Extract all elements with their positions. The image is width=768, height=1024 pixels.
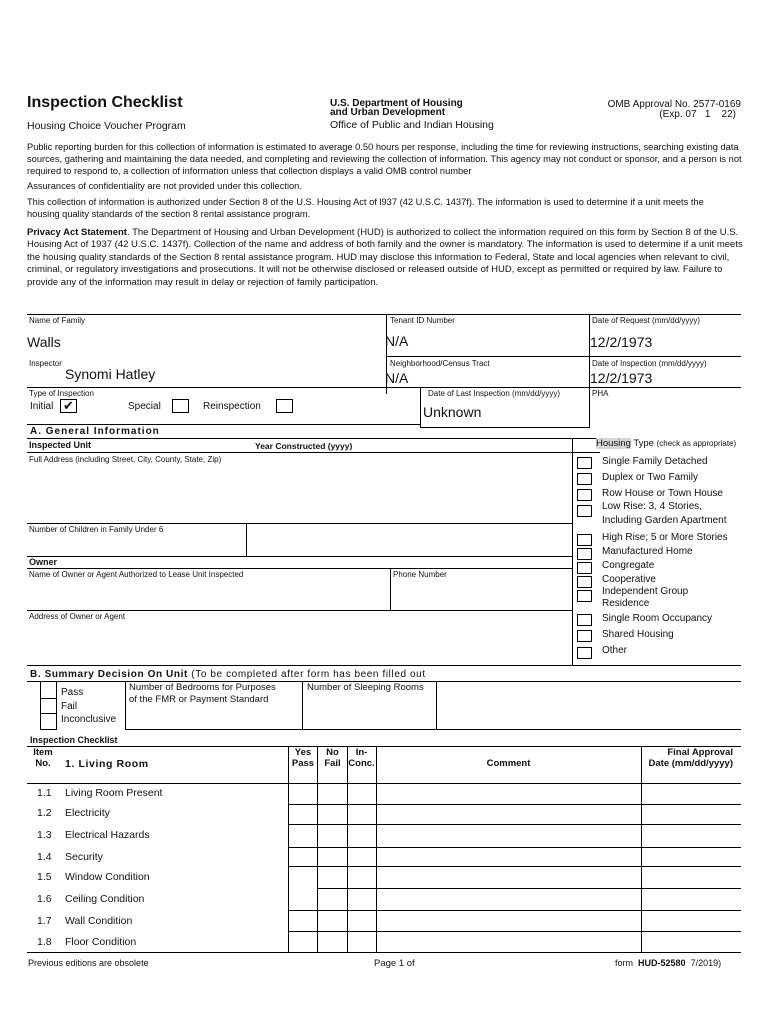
census-tract-label: Neighborhood/Census Tract [390, 359, 490, 368]
footer-form-number [615, 958, 721, 968]
housing-row-house: Row House or Town House [602, 488, 723, 499]
inspector-label: Inspector [29, 359, 62, 368]
no-fail-header [318, 747, 347, 769]
section-a-title: A. General Information [30, 426, 160, 437]
row-1-5-number: 1.5 [37, 871, 52, 883]
owner-heading: Owner [29, 557, 58, 567]
full-address-label: Full Address (including Street, City, County, State, Zip) [29, 455, 222, 464]
office-name: Office of Public and Indian Housing [330, 119, 494, 131]
sleeping-rooms-label: Number of Sleeping Rooms [307, 682, 424, 693]
tenant-id-field[interactable]: N/A [385, 333, 409, 349]
privacy-act-statement [27, 227, 743, 289]
row-1-4-label: Security [65, 851, 103, 863]
item-number-header [30, 747, 56, 769]
form-title: Inspection Checklist [27, 94, 183, 111]
final-approval-header [641, 747, 733, 769]
housing-checkbox-duplex[interactable] [577, 473, 592, 485]
housing-duplex: Duplex or Two Family [602, 472, 698, 483]
housing-single-room: Single Room Occupancy [602, 613, 713, 624]
children-under-6-label: Number of Children in Family Under 6 [29, 525, 164, 534]
housing-shared: Shared Housing [602, 629, 674, 640]
housing-independent-group-2: Residence [602, 598, 650, 609]
footer-page-number: Page 1 of [374, 958, 415, 969]
decision-fail-checkbox[interactable] [40, 699, 55, 712]
housing-type-word-2: Type [633, 438, 654, 449]
department-line-2: and Urban Development [330, 107, 446, 118]
privacy-text: . The Department of Housing and Urban Development (HUD) is authorized to collect the information required on this form by Section 8 of the U.S. Housing Act of 1937 (42 U.S.C. 1437f). Collection of the name and address of both family and the owner is mandatory. The information is used to determine if a unit meets the housing quality standards of the Section 8 rental assistance program. HUD may disclose this information to Federal, State and local agencies when relevant to civil, criminal, or regulatory investigations and prosecutions. It will not be otherwise disclosed or released outside of HUD, except as permitted or required by law. Failure to provide any of the information may result in delay or rejection of family participation. [27, 227, 743, 288]
housing-type-note: (check as appropriate) [656, 439, 737, 448]
bedrooms-label [129, 682, 276, 706]
housing-manufactured: Manufactured Home [602, 546, 693, 557]
decision-pass-checkbox[interactable] [40, 683, 55, 697]
housing-checkbox-single-family[interactable] [577, 457, 592, 469]
department-line-1: U.S. Department of Housing [330, 98, 463, 109]
row-1-6-label: Ceiling Condition [65, 893, 145, 905]
footer-form-date: 7/2019) [690, 958, 722, 968]
program-name: Housing Choice Voucher Program [27, 120, 186, 132]
year-constructed-label: Year Constructed (yyyy) [255, 441, 353, 451]
omb-approval: OMB Approval No. 2577-0169 [607, 99, 741, 110]
row-1-7-number: 1.7 [37, 915, 52, 927]
housing-congregate: Congregate [602, 560, 655, 571]
privacy-heading: Privacy Act Statement [27, 227, 127, 238]
housing-type-heading [596, 438, 736, 449]
comment-header: Comment [486, 758, 531, 769]
request-date-field[interactable]: 12/2/1973 [590, 334, 653, 350]
housing-checkbox-congregate[interactable] [577, 562, 592, 574]
in-header-1: In- [355, 747, 368, 758]
in-header-2: Conc. [348, 758, 375, 769]
housing-checkbox-independent-group[interactable] [577, 590, 592, 602]
item-header-1: Item [33, 747, 53, 758]
housing-low-rise: Low Rise: 3, 4 Stories, [602, 501, 703, 512]
row-1-2-label: Electricity [65, 807, 110, 819]
no-header-1: No [326, 747, 339, 758]
row-1-2-number: 1.2 [37, 807, 52, 819]
special-checkbox[interactable] [172, 399, 189, 413]
housing-checkbox-manufactured[interactable] [577, 548, 592, 560]
type-reinspection-label: Reinspection [203, 401, 261, 412]
row-1-8-label: Floor Condition [65, 936, 137, 948]
section-b-heading [30, 669, 426, 680]
yes-pass-header [289, 747, 317, 769]
inspected-unit-heading: Inspected Unit [29, 440, 92, 450]
inconclusive-header [347, 747, 376, 769]
row-1-8-number: 1.8 [37, 936, 52, 948]
yes-header-1: Yes [294, 747, 312, 758]
row-1-1-label: Living Room Present [65, 787, 163, 799]
housing-checkbox-shared[interactable] [577, 630, 592, 642]
inspection-date-label: Date of Inspection (mm/dd/yyyy) [592, 359, 707, 368]
reinspection-checkbox[interactable] [276, 399, 293, 413]
checklist-title: Inspection Checklist [30, 735, 118, 745]
housing-checkbox-cooperative[interactable] [577, 576, 592, 588]
no-header-2: Fail [324, 758, 341, 769]
row-1-3-label: Electrical Hazards [65, 829, 150, 841]
row-1-6-number: 1.6 [37, 893, 52, 905]
housing-cooperative: Cooperative [602, 574, 656, 585]
initial-checkbox[interactable]: ✔ [60, 399, 77, 413]
owner-address-label: Address of Owner or Agent [29, 612, 126, 621]
owner-name-label: Name of Owner or Agent Authorized to Lease Unit Inspected [29, 570, 244, 579]
inspection-date-field[interactable]: 12/2/1973 [590, 370, 653, 386]
housing-low-rise-2: Including Garden Apartment [602, 515, 727, 526]
section-b-title: B. Summary Decision On Unit [30, 669, 188, 680]
row-1-1-number: 1.1 [37, 787, 52, 799]
tenant-id-label: Tenant ID Number [390, 316, 455, 325]
type-special-label: Special [128, 401, 161, 412]
decision-pass-label: Pass [61, 687, 84, 698]
row-1-5-label: Window Condition [65, 871, 150, 883]
item-header-2: No. [35, 758, 51, 769]
inspection-type-label: Type of Inspection [29, 389, 94, 398]
row-1-3-number: 1.3 [37, 829, 52, 841]
last-inspection-field[interactable]: Unknown [423, 404, 482, 420]
housing-high-rise: High Rise; 5 or More Stories [602, 532, 728, 543]
housing-checkbox-single-room[interactable] [577, 614, 592, 626]
family-name-field[interactable]: Walls [27, 334, 61, 350]
housing-single-family: Single Family Detached [602, 456, 708, 467]
housing-checkbox-low-rise[interactable] [577, 505, 592, 517]
final-header-1: Final Approval [667, 747, 733, 758]
decision-inconclusive-label: Inconclusive [61, 714, 117, 725]
expiration: (Exp. 07 1 22) [659, 109, 736, 120]
census-tract-field[interactable]: N/A [385, 370, 409, 386]
housing-checkbox-row-house[interactable] [577, 489, 592, 501]
decision-fail-label: Fail [61, 701, 78, 712]
row-1-7-label: Wall Condition [65, 915, 133, 927]
inspector-field[interactable]: Synomi Hatley [65, 366, 156, 382]
footer-previous-editions: Previous editions are obsolete [28, 958, 149, 968]
authority-statement: This collection of information is authorized under Section 8 of the U.S. Housing Act of l937 (42 U.S.C. 1437f). The information is used to determine if a unit meets the housing quality standards of the section 8 rental assistance program. [27, 197, 704, 220]
housing-checkbox-other[interactable] [577, 647, 592, 659]
section-b-note: (To be completed after form has been filled out [191, 669, 426, 680]
housing-checkbox-high-rise[interactable] [577, 534, 592, 546]
pha-label: PHA [592, 389, 609, 398]
yes-header-2: Pass [291, 758, 315, 769]
footer-form-id: HUD-52580 [638, 958, 686, 968]
housing-other: Other [602, 645, 628, 656]
room-heading: 1. Living Room [65, 758, 149, 770]
bedrooms-label-2: of the FMR or Payment Standard [129, 694, 269, 705]
final-header-2: Date (mm/dd/yyyy) [648, 758, 733, 769]
burden-statement: Public reporting burden for this collection of information is estimated to average 0.50 hours per response, including the time for reviewing instructions, searching existing data sources, gathering and maintaining the data needed, and completing and reviewing the collection of information. This agency may not conduct or sponsor, and a person is not required to respond to, a collection of information unless that collection displays a valid OMB control number [27, 142, 742, 177]
housing-independent-group: Independent Group [602, 586, 689, 597]
confidentiality-statement: Assurances of confidentiality are not provided under this collection. [27, 181, 302, 191]
request-date-label: Date of Request (mm/dd/yyyy) [592, 316, 701, 325]
last-inspection-label: Date of Last Inspection (mm/dd/yyyy) [428, 389, 561, 398]
footer-form-prefix: form [615, 958, 633, 968]
type-initial-label: Initial [30, 401, 54, 412]
phone-number-label: Phone Number [393, 570, 447, 579]
housing-type-word: Housing [596, 438, 631, 449]
family-name-label: Name of Family [29, 316, 86, 325]
decision-inconclusive-checkbox[interactable] [40, 714, 55, 728]
row-1-4-number: 1.4 [37, 851, 52, 863]
bedrooms-label-1: Number of Bedrooms for Purposes [129, 682, 276, 693]
